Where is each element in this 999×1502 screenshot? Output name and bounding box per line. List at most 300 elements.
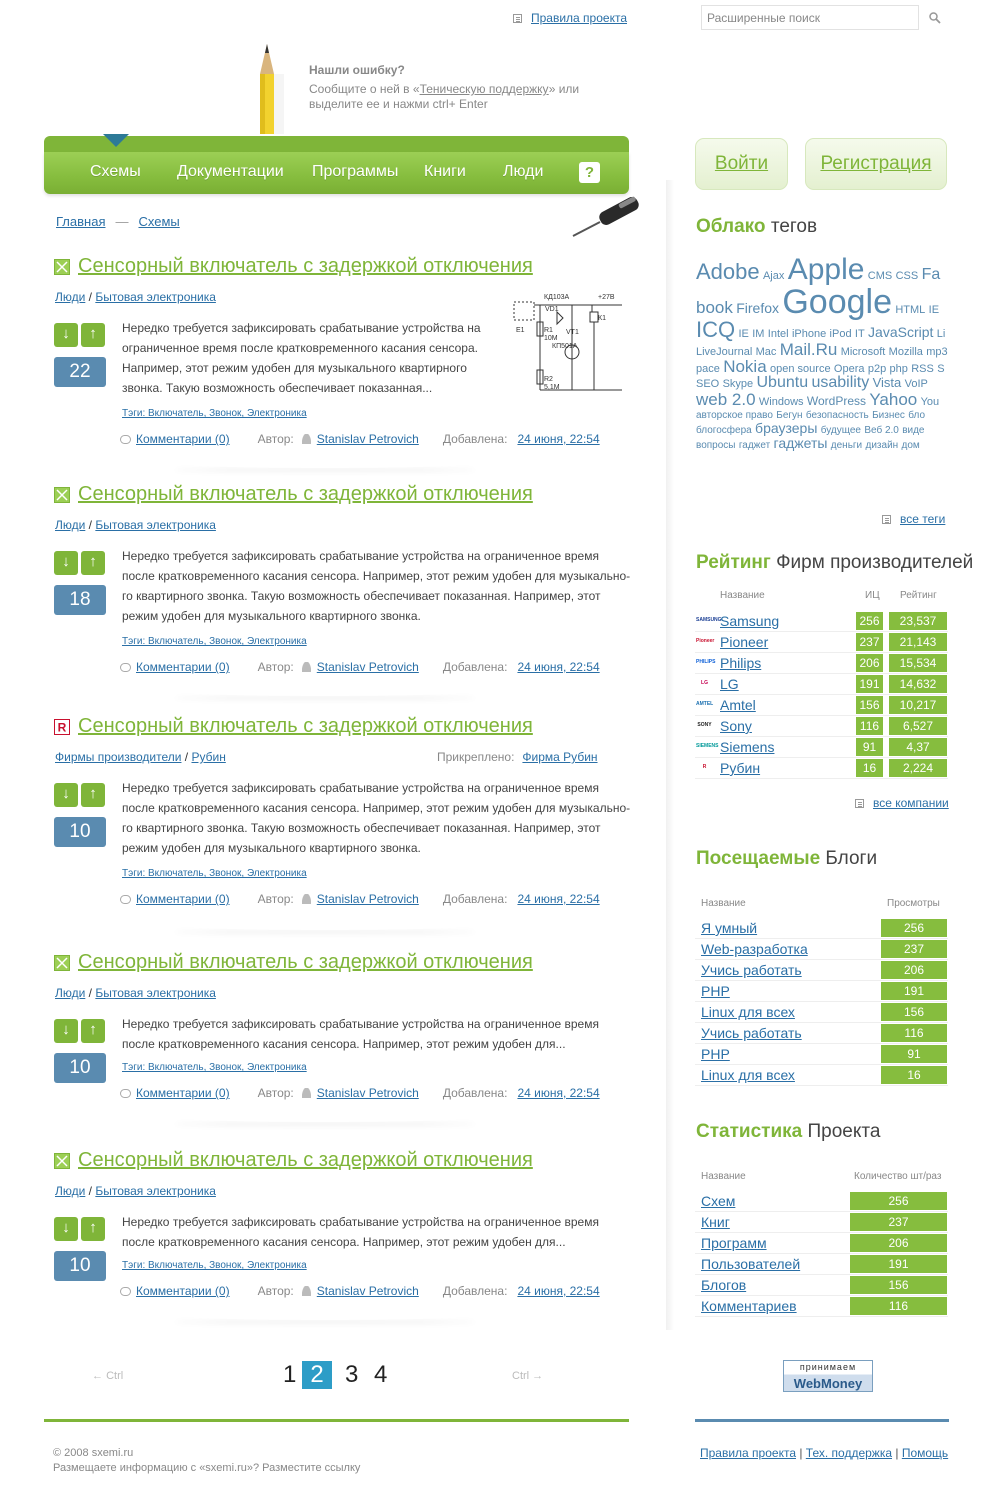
company-link[interactable]: Siemens bbox=[720, 739, 775, 755]
rating-head-ic: ИЦ bbox=[865, 590, 880, 601]
footer-support[interactable]: Тех. поддержка bbox=[805, 1446, 893, 1460]
tag-link[interactable]: Yahoo bbox=[869, 390, 918, 409]
tag-link[interactable]: CSS bbox=[895, 270, 919, 282]
blog-row[interactable] bbox=[695, 1023, 948, 1044]
rules-top-link[interactable] bbox=[513, 11, 627, 25]
breadcrumb-home[interactable]: Главная bbox=[56, 214, 106, 229]
rating-heading: Рейтинг Фирм производителей bbox=[696, 552, 974, 573]
post-meta bbox=[120, 660, 600, 674]
ic-value: 91 bbox=[856, 738, 883, 756]
author-link[interactable]: Stanislav Petrovich bbox=[316, 432, 419, 446]
scheme-icon bbox=[54, 955, 70, 971]
tag-link[interactable]: JavaScript bbox=[868, 324, 934, 340]
stats-link[interactable]: Схем bbox=[701, 1193, 736, 1209]
ic-value: 156 bbox=[856, 696, 883, 714]
footer-links: Правила проекта | Тех. поддержка | Помощь bbox=[700, 1446, 949, 1460]
tag-link[interactable]: вопросы bbox=[696, 440, 736, 451]
tag-link[interactable]: Intel bbox=[767, 328, 789, 340]
comment-icon bbox=[120, 1089, 131, 1098]
vote-up-button[interactable]: ↑ bbox=[81, 783, 105, 807]
post-title[interactable]: Сенсорный включатель с задержкой отключения bbox=[78, 715, 533, 737]
post-score: 10 bbox=[54, 1251, 106, 1281]
tag-link[interactable]: mp3 bbox=[926, 346, 948, 358]
comment-icon bbox=[120, 663, 131, 672]
vote-up-button[interactable]: ↑ bbox=[81, 551, 105, 575]
vote-down-button[interactable]: ↓ bbox=[54, 551, 78, 575]
error-title: Нашли ошибку? bbox=[309, 63, 405, 77]
page-3[interactable]: 3 bbox=[345, 1361, 359, 1388]
nav-active-marker bbox=[103, 134, 129, 147]
nav-item-people[interactable]: Люди bbox=[503, 163, 544, 180]
post-title[interactable]: Сенсорный включатель с задержкой отключения bbox=[78, 1149, 533, 1171]
column-divider bbox=[666, 180, 674, 1330]
comments-link[interactable]: Комментарии (0) bbox=[136, 892, 230, 906]
tag-link[interactable]: usability bbox=[811, 374, 870, 391]
user-icon bbox=[302, 434, 311, 444]
rating-value: 4,37 bbox=[889, 738, 947, 756]
tag-link[interactable]: Firefox bbox=[736, 300, 780, 316]
rating-row[interactable] bbox=[695, 695, 948, 716]
login-button[interactable]: Войти bbox=[695, 138, 788, 190]
tag-link[interactable]: Mail.Ru bbox=[779, 340, 838, 359]
blog-link[interactable]: Linux для всех bbox=[701, 1067, 795, 1083]
count-value: 191 bbox=[850, 1255, 947, 1273]
ic-value: 206 bbox=[856, 654, 883, 672]
views-value: 116 bbox=[881, 1024, 947, 1042]
user-icon bbox=[302, 1088, 311, 1098]
vote-up-button[interactable]: ↑ bbox=[81, 323, 105, 347]
post-categories: Фирмы производители / Рубин bbox=[55, 750, 226, 764]
schematic-label: VD1 bbox=[545, 306, 559, 313]
tag-link[interactable]: дизайн bbox=[865, 440, 899, 451]
rating-value: 23,537 bbox=[889, 612, 947, 630]
blog-link[interactable]: Учись работать bbox=[701, 1025, 802, 1041]
schematic-label: R1 bbox=[544, 327, 553, 334]
stats-link[interactable]: Программ bbox=[701, 1235, 767, 1251]
date-link[interactable]: 24 июня, 22:54 bbox=[517, 432, 600, 446]
post-tags[interactable]: Тэги: Включатель, Звонок, Электроника bbox=[122, 1260, 307, 1271]
tag-link[interactable]: деньги bbox=[830, 440, 863, 451]
post-category-1[interactable]: Люди bbox=[55, 1184, 86, 1198]
stats-row[interactable] bbox=[695, 1191, 948, 1212]
schematic-label: КД103А bbox=[544, 294, 570, 301]
vote-up-button[interactable]: ↑ bbox=[81, 1019, 105, 1043]
post-tags[interactable]: Тэги: Включатель, Звонок, Электроника bbox=[122, 1062, 307, 1073]
ic-value: 237 bbox=[856, 633, 883, 651]
company-link[interactable]: Sony bbox=[720, 718, 752, 734]
count-value: 256 bbox=[850, 1192, 947, 1210]
post-score: 10 bbox=[54, 817, 106, 847]
rating-value: 2,224 bbox=[889, 759, 947, 777]
next-page[interactable]: Ctrl → bbox=[512, 1370, 544, 1382]
post-meta bbox=[120, 1086, 600, 1100]
stats-head-count: Количество шт/раз bbox=[854, 1171, 942, 1182]
pinned-link[interactable]: Фирма Рубин bbox=[522, 750, 598, 764]
ic-value: 256 bbox=[856, 612, 883, 630]
comments-link[interactable]: Комментарии (0) bbox=[136, 432, 230, 446]
tag-link[interactable]: Fa bbox=[921, 266, 941, 283]
rules-link[interactable]: Правила проекта bbox=[531, 11, 627, 25]
company-link[interactable]: Pioneer bbox=[720, 634, 769, 650]
post-separator bbox=[170, 1310, 480, 1320]
tags-heading: Облако тегов bbox=[696, 216, 818, 237]
ic-value: 116 bbox=[856, 717, 883, 735]
blog-row[interactable] bbox=[695, 1044, 948, 1065]
post-categories: Люди / Бытовая электроника bbox=[55, 518, 216, 532]
list-icon bbox=[855, 799, 864, 808]
tag-link[interactable]: Google bbox=[782, 283, 892, 321]
author-link[interactable]: Stanislav Petrovich bbox=[316, 1284, 419, 1298]
vote-down-button[interactable]: ↓ bbox=[54, 1019, 78, 1043]
tag-link[interactable]: Nokia bbox=[723, 357, 767, 376]
tag-link[interactable]: You bbox=[920, 396, 940, 408]
post-excerpt: Нередко требуется зафиксировать срабатывание устройства на ограниченное время после кратковременного касания сенсора. Например, этот режим удобен для музыкального квартирного звонка. Такую возможность обеспечивает показанная... bbox=[122, 321, 481, 395]
rating-value: 14,632 bbox=[889, 675, 947, 693]
tag-link[interactable]: Skype bbox=[722, 378, 754, 390]
footer-line-right bbox=[695, 1419, 949, 1422]
post-category-1[interactable]: Люди bbox=[55, 518, 86, 532]
stats-row[interactable] bbox=[695, 1296, 948, 1317]
tag-link[interactable]: S bbox=[937, 363, 945, 375]
post-categories: Люди / Бытовая электроника bbox=[55, 1184, 216, 1198]
post-separator bbox=[170, 920, 480, 930]
company-link[interactable]: Samsung bbox=[720, 613, 780, 629]
scheme-icon bbox=[54, 259, 70, 275]
tag-link[interactable]: VoIP bbox=[904, 378, 928, 390]
added-label: Добавлена: bbox=[442, 1284, 508, 1298]
tag-link[interactable]: RSS bbox=[911, 363, 934, 375]
count-value: 237 bbox=[850, 1213, 947, 1231]
company-link[interactable]: LG bbox=[720, 676, 739, 692]
post-meta bbox=[120, 1284, 600, 1298]
schematic-label: VT1 bbox=[566, 329, 579, 336]
tag-link[interactable]: гаджеты bbox=[773, 435, 828, 451]
place-link[interactable]: Размещаете информацию с «sxemi.ru»? Разместите ссылку bbox=[53, 1462, 361, 1474]
author-label: Автор: bbox=[257, 892, 294, 906]
post-category-1[interactable]: Люди bbox=[55, 986, 86, 1000]
tag-link[interactable]: HTML bbox=[895, 304, 926, 316]
post-tags[interactable]: Тэги: Включатель, Звонок, Электроника bbox=[122, 868, 307, 879]
all-companies-link[interactable]: все компании bbox=[855, 796, 949, 810]
views-value: 206 bbox=[881, 961, 947, 979]
views-value: 91 bbox=[881, 1045, 947, 1063]
tag-link[interactable]: book bbox=[696, 298, 733, 317]
support-link[interactable]: Теническую поддержку bbox=[419, 82, 549, 96]
tag-link[interactable]: iPod bbox=[829, 328, 852, 340]
post-category-2[interactable]: Рубин bbox=[191, 750, 226, 764]
views-value: 156 bbox=[881, 1003, 947, 1021]
rating-row[interactable] bbox=[695, 716, 948, 737]
rating-row[interactable] bbox=[695, 611, 948, 632]
webmoney-badge[interactable]: принимаем WebMoney bbox=[783, 1360, 873, 1392]
blogs-head-views: Просмотры bbox=[887, 898, 940, 909]
stats-row[interactable] bbox=[695, 1212, 948, 1233]
added-label: Добавлена: bbox=[442, 660, 508, 674]
footer-help[interactable]: Помощь bbox=[901, 1446, 949, 1460]
company-link[interactable]: Рубин bbox=[720, 760, 761, 776]
tag-link[interactable]: open source bbox=[770, 363, 831, 375]
rating-row[interactable] bbox=[695, 737, 948, 758]
page-2-current[interactable]: 2 bbox=[302, 1361, 332, 1389]
search-icon[interactable] bbox=[927, 10, 943, 26]
user-icon bbox=[302, 894, 311, 904]
comment-icon bbox=[120, 1287, 131, 1296]
schematic-label: Е1 bbox=[516, 327, 525, 334]
post-score: 18 bbox=[54, 585, 106, 615]
author-label: Автор: bbox=[257, 660, 294, 674]
tag-link[interactable]: браузеры bbox=[755, 420, 818, 436]
rating-value: 10,217 bbox=[889, 696, 947, 714]
nav-item-schemes[interactable]: Схемы bbox=[90, 163, 141, 180]
post-title[interactable]: Сенсорный включатель с задержкой отключения bbox=[78, 951, 533, 973]
tag-link[interactable]: виде bbox=[902, 425, 925, 436]
rating-row[interactable] bbox=[695, 632, 948, 653]
circuit-schematic bbox=[512, 290, 627, 400]
comment-icon bbox=[120, 895, 131, 904]
vote-up-button[interactable]: ↑ bbox=[81, 1217, 105, 1241]
post-excerpt: Нередко требуется зафиксировать срабатывание устройства на ограниченное время после кратковременного касания сенсора. Например, этот режим удобен для музыкально-го квартирного звонка. Такую возможность обеспечивает показанная. Например, этот режим удобен для музыкального квартирного звонка. bbox=[122, 549, 631, 623]
tag-link[interactable]: IM bbox=[752, 328, 765, 340]
blog-link[interactable]: Web-разработка bbox=[701, 941, 808, 957]
added-label: Добавлена: bbox=[442, 1086, 508, 1100]
post-category-2[interactable]: Бытовая электроника bbox=[95, 986, 216, 1000]
tag-link[interactable]: гаджет bbox=[738, 440, 771, 451]
post-title[interactable]: Сенсорный включатель с задержкой отключения bbox=[78, 255, 533, 277]
page-1[interactable]: 1 bbox=[283, 1361, 297, 1388]
author-label: Автор: bbox=[257, 432, 294, 446]
blog-row[interactable] bbox=[695, 918, 948, 939]
schematic-label: 10М bbox=[544, 335, 558, 342]
post-category-2[interactable]: Бытовая электроника bbox=[95, 290, 216, 304]
tag-link[interactable]: web 2.0 bbox=[696, 390, 756, 409]
list-icon bbox=[513, 14, 522, 23]
stats-heading: Статистика Проекта bbox=[696, 1121, 881, 1142]
brand-logo-icon: AMTEL bbox=[696, 701, 714, 707]
nav-item-programs[interactable]: Программы bbox=[312, 163, 399, 180]
post-title[interactable]: Сенсорный включатель с задержкой отключения bbox=[78, 483, 533, 505]
company-logo-icon bbox=[54, 719, 70, 735]
tag-cloud bbox=[696, 255, 948, 500]
vote-down-button[interactable]: ↓ bbox=[54, 323, 78, 347]
comments-link[interactable]: Комментарии (0) bbox=[136, 1284, 230, 1298]
tag-link[interactable]: Li bbox=[936, 328, 946, 340]
pinned-label: Прикреплено: bbox=[437, 750, 515, 764]
blog-link[interactable]: PHP bbox=[701, 983, 730, 999]
rating-row[interactable] bbox=[695, 653, 948, 674]
blogs-heading: Посещаемые Блоги bbox=[696, 848, 878, 869]
post-separator bbox=[170, 458, 480, 468]
tag-link[interactable]: будущее bbox=[820, 425, 861, 436]
blog-link[interactable]: Linux для всех bbox=[701, 1004, 795, 1020]
rating-value: 21,143 bbox=[889, 633, 947, 651]
nav-top-band bbox=[44, 136, 629, 152]
tag-link[interactable]: Apple bbox=[787, 255, 865, 286]
tag-link[interactable]: Веб 2.0 bbox=[864, 425, 899, 436]
post-excerpt: Нередко требуется зафиксировать срабатывание устройства на ограниченное время после кратковременного касания сенсора. Например, этот режим удобен для... bbox=[122, 1215, 599, 1249]
tag-link[interactable]: Mozilla bbox=[888, 346, 923, 358]
user-icon bbox=[302, 662, 311, 672]
post-category-1[interactable]: Люди bbox=[55, 290, 86, 304]
post-separator bbox=[170, 1112, 480, 1122]
tag-link[interactable]: блогосфера bbox=[696, 425, 752, 436]
tag-link[interactable]: Mac bbox=[755, 346, 777, 358]
tag-link[interactable]: iPhone bbox=[791, 328, 827, 340]
comments-link[interactable]: Комментарии (0) bbox=[136, 1086, 230, 1100]
stats-link[interactable]: Книг bbox=[701, 1214, 730, 1230]
blog-row[interactable] bbox=[695, 1002, 948, 1023]
stats-link[interactable]: Блогов bbox=[701, 1277, 747, 1293]
register-button[interactable]: Регистрация bbox=[805, 138, 947, 190]
tag-link[interactable]: Бегун bbox=[776, 410, 803, 421]
tag-link[interactable]: ICQ bbox=[696, 317, 736, 342]
tag-link[interactable]: Windows bbox=[758, 396, 804, 408]
post-meta bbox=[120, 432, 600, 446]
post-separator bbox=[170, 686, 480, 696]
views-value: 191 bbox=[881, 982, 947, 1000]
vote-down-button[interactable]: ↓ bbox=[54, 1217, 78, 1241]
author-link[interactable]: Stanislav Petrovich bbox=[316, 892, 419, 906]
nav-item-books[interactable]: Книги bbox=[424, 163, 466, 180]
breadcrumb-current[interactable]: Схемы bbox=[138, 214, 180, 229]
post-categories: Люди / Бытовая электроника bbox=[55, 986, 216, 1000]
date-link[interactable]: 24 июня, 22:54 bbox=[517, 660, 600, 674]
tag-link[interactable]: pace bbox=[696, 363, 720, 375]
rating-row[interactable] bbox=[695, 758, 948, 779]
comments-link[interactable]: Комментарии (0) bbox=[136, 660, 230, 674]
copyright: © 2008 sxemi.ru Размещаете информацию с «sxemi.ru»? Разместите ссылку bbox=[53, 1447, 361, 1474]
tag-link[interactable]: авторское право bbox=[696, 410, 773, 421]
tag-link[interactable]: Ajax bbox=[762, 270, 785, 282]
company-link[interactable]: Amtel bbox=[720, 697, 756, 713]
tag-link[interactable]: Ubuntu bbox=[756, 374, 809, 391]
author-link[interactable]: Stanislav Petrovich bbox=[316, 660, 419, 674]
company-link[interactable]: Philips bbox=[720, 655, 762, 671]
prev-page[interactable]: ← Ctrl bbox=[92, 1370, 124, 1382]
tag-link[interactable]: IE bbox=[928, 304, 940, 316]
ic-value: 191 bbox=[856, 675, 883, 693]
rating-head-rating: Рейтинг bbox=[900, 590, 937, 601]
stats-row[interactable] bbox=[695, 1233, 948, 1254]
schematic-label: R2 bbox=[544, 376, 553, 383]
rating-head-name: Название bbox=[720, 590, 765, 601]
count-value: 156 bbox=[850, 1276, 947, 1294]
views-value: 16 bbox=[881, 1066, 947, 1084]
schematic-label: +27В bbox=[598, 294, 615, 301]
list-icon bbox=[882, 515, 891, 524]
blog-link[interactable]: PHP bbox=[701, 1046, 730, 1062]
user-icon bbox=[302, 1286, 311, 1296]
views-value: 237 bbox=[881, 940, 947, 958]
tag-link[interactable]: Microsoft bbox=[840, 346, 886, 358]
post-category-1[interactable]: Фирмы производители bbox=[55, 750, 182, 764]
blog-row[interactable] bbox=[695, 981, 948, 1002]
all-tags-link[interactable]: все теги bbox=[882, 512, 945, 526]
tag-link[interactable]: IT bbox=[854, 328, 865, 340]
svg-text:R: R bbox=[57, 720, 67, 735]
tag-link[interactable]: бло bbox=[908, 410, 926, 421]
count-value: 206 bbox=[850, 1234, 947, 1252]
main-nav bbox=[44, 152, 629, 194]
tag-link[interactable]: Vista bbox=[872, 375, 902, 390]
help-button[interactable]: ? bbox=[579, 162, 600, 183]
rating-value: 15,534 bbox=[889, 654, 947, 672]
stats-head-name: Название bbox=[701, 1171, 746, 1182]
post-categories: Люди / Бытовая электроника bbox=[55, 290, 216, 304]
tag-link[interactable]: SEO bbox=[696, 378, 720, 390]
blog-link[interactable]: Я умный bbox=[701, 920, 758, 936]
post-excerpt: Нередко требуется зафиксировать срабатывание устройства на ограниченное время после кратковременного касания сенсора. Например, этот режим удобен для... bbox=[122, 1017, 599, 1051]
page-4[interactable]: 4 bbox=[374, 1361, 388, 1388]
post-score: 10 bbox=[54, 1053, 106, 1083]
stats-link[interactable]: Пользователей bbox=[701, 1256, 801, 1272]
footer-line-left bbox=[44, 1419, 629, 1422]
blog-row[interactable] bbox=[695, 960, 948, 981]
stats-link[interactable]: Комментариев bbox=[701, 1298, 797, 1314]
tag-link[interactable]: Бизнес bbox=[872, 410, 905, 421]
author-link[interactable]: Stanislav Petrovich bbox=[316, 1086, 419, 1100]
rating-value: 6,527 bbox=[889, 717, 947, 735]
tag-link[interactable]: Opera bbox=[833, 363, 865, 375]
blog-link[interactable]: Учись работать bbox=[701, 962, 802, 978]
tag-link[interactable]: WordPress bbox=[806, 394, 866, 408]
brand-logo-icon: SAMSUNG bbox=[696, 617, 722, 623]
added-label: Добавлена: bbox=[442, 892, 508, 906]
tag-link[interactable]: p2p bbox=[867, 363, 887, 375]
post-category-2[interactable]: Бытовая электроника bbox=[95, 1184, 216, 1198]
error-text: Сообщите о ней в «Теническую поддержку» или выделите ее и нажми ctrl+ Enter bbox=[309, 82, 580, 111]
tag-link[interactable]: IE bbox=[738, 328, 749, 340]
schematic-label: К1 bbox=[598, 315, 606, 322]
tag-link[interactable]: дом bbox=[901, 440, 920, 451]
date-link[interactable]: 24 июня, 22:54 bbox=[517, 1086, 600, 1100]
author-label: Автор: bbox=[257, 1086, 294, 1100]
schematic-label: 5,1М bbox=[544, 384, 560, 391]
vote-down-button[interactable]: ↓ bbox=[54, 783, 78, 807]
date-link[interactable]: 24 июня, 22:54 bbox=[517, 1284, 600, 1298]
rating-row[interactable] bbox=[695, 674, 948, 695]
scheme-icon bbox=[54, 1153, 70, 1169]
tag-link[interactable]: Adobe bbox=[696, 259, 760, 284]
stats-row[interactable] bbox=[695, 1275, 948, 1296]
footer-rules[interactable]: Правила проекта bbox=[700, 1446, 796, 1460]
comment-icon bbox=[120, 435, 131, 444]
blog-row[interactable] bbox=[695, 939, 948, 960]
ic-value: 16 bbox=[856, 759, 883, 777]
tag-link[interactable]: LiveJournal bbox=[696, 346, 753, 358]
brand-logo-icon: SONY bbox=[697, 722, 712, 728]
brand-logo-icon: Pioneer bbox=[696, 638, 715, 644]
soldering-iron-icon bbox=[570, 186, 650, 242]
tag-link[interactable]: CMS bbox=[867, 270, 893, 282]
tag-link[interactable]: безопасность bbox=[805, 410, 869, 421]
author-label: Автор: bbox=[257, 1284, 294, 1298]
scheme-icon bbox=[54, 487, 70, 503]
post-score: 22 bbox=[54, 357, 106, 387]
post-tags[interactable]: Тэги: Включатель, Звонок, Электроника bbox=[122, 636, 307, 647]
post-meta bbox=[120, 892, 600, 906]
post-excerpt: Нередко требуется зафиксировать срабатывание устройства на ограниченное время после кратковременного касания сенсора. Например, этот режим удобен для музыкально-го квартирного звонка. Такую возможность обеспечивает показанная. Например, этот режим удобен для музыкального квартирного звонка. bbox=[122, 781, 631, 855]
blog-row[interactable] bbox=[695, 1065, 948, 1086]
stats-row[interactable] bbox=[695, 1254, 948, 1275]
post-tags[interactable]: Тэги: Включатель, Звонок, Электроника bbox=[122, 408, 307, 419]
pencil-icon bbox=[250, 44, 284, 134]
date-link[interactable]: 24 июня, 22:54 bbox=[517, 892, 600, 906]
brand-logo-icon: SIEMENS bbox=[696, 743, 719, 749]
post-category-2[interactable]: Бытовая электроника bbox=[95, 518, 216, 532]
nav-item-docs[interactable]: Документации bbox=[177, 163, 284, 180]
tag-link[interactable]: php bbox=[889, 363, 908, 375]
search-input[interactable]: Расширенные поиск bbox=[701, 5, 919, 30]
